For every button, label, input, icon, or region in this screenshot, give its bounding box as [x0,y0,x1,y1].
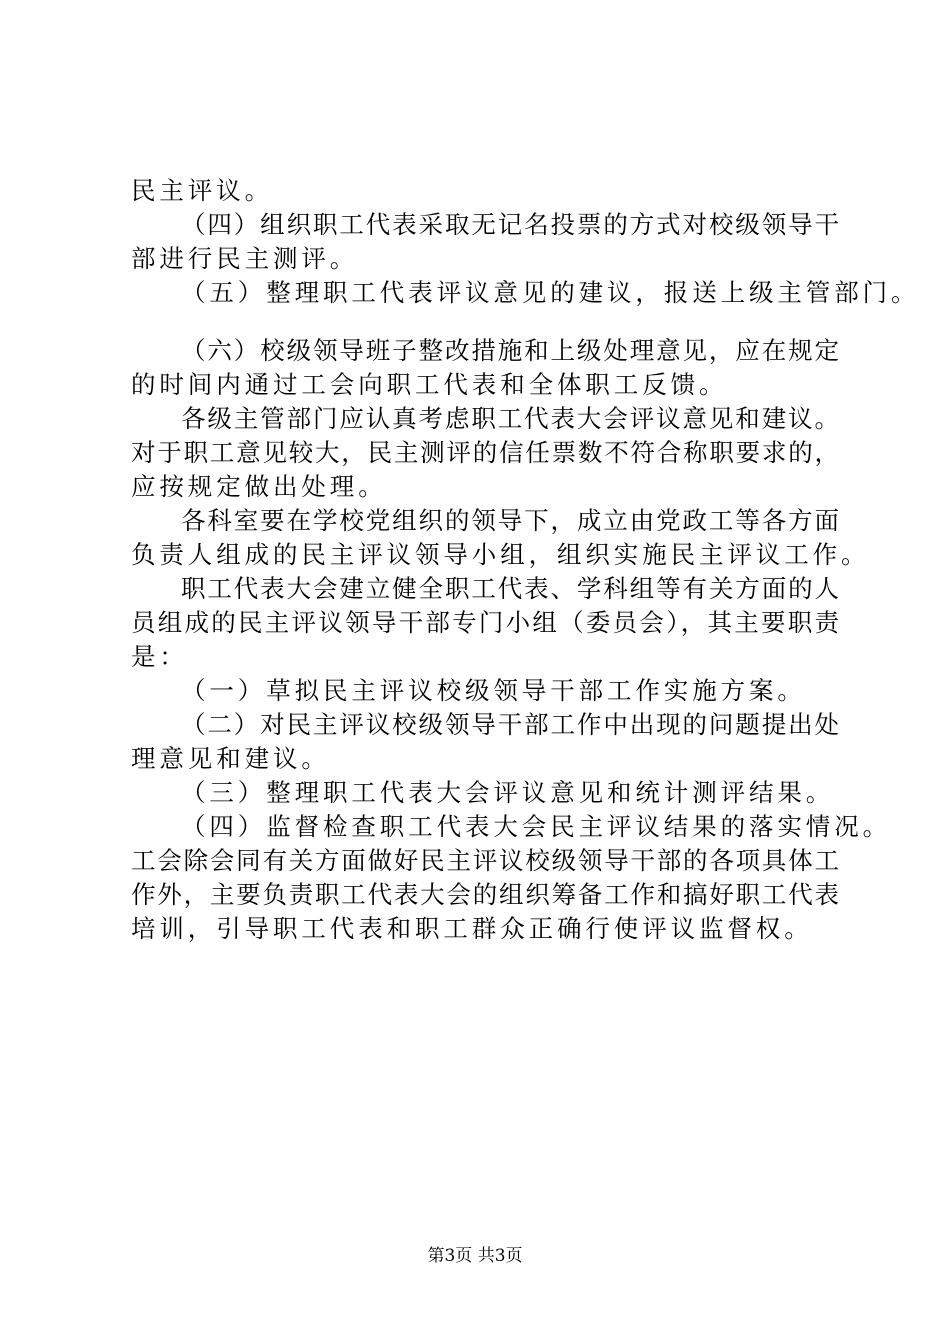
text-line: （六）校级领导班子整改措施和上级处理意见，应在规定 [181,336,839,365]
text-line: （三）整理职工代表大会评议意见和统计测评结果。 [181,778,835,807]
text-line: 是： [131,642,188,671]
paragraph-gap [131,310,839,334]
document-body [131,174,920,946]
text-line: 培训，引导职工代表和职工群众正确行使评议监督权。 [131,914,813,943]
text-line: （四）监督检查职工代表大会民主评议结果的落实情况。 [181,812,891,841]
page-number-footer: 第3页 共3页 [427,1246,523,1266]
text-line: 对于职工意见较大，民主测评的信任票数不符合称职要求的， [131,438,839,467]
text-line: 作外，主要负责职工代表大会的组织筹备工作和搞好职工代表 [131,880,839,909]
text-line: （二）对民主评议校级领导干部工作中出现的问题提出处 [181,710,839,739]
text-line: （一）草拟民主评议校级领导干部工作实施方案。 [181,676,806,705]
text-line: 员组成的民主评议领导干部专门小组（委员会），其主要职责 [131,608,839,637]
text-line: 各科室要在学校党组织的领导下，成立由党政工等各方面 [181,506,839,535]
text-line: 职工代表大会建立健全职工代表、学科组等有关方面的人 [181,574,839,603]
text-line: 负责人组成的民主评议领导小组，组织实施民主评议工作。 [131,540,870,569]
text-line: 工会除会同有关方面做好民主评议校级领导干部的各项具体工 [131,846,839,875]
text-line: （五）整理职工代表评议意见的建议，报送上级主管部门。 [181,278,920,307]
text-line: 的时间内通过工会向职工代表和全体职工反馈。 [131,370,728,399]
text-line: 各级主管部门应认真考虑职工代表大会评议意见和建议。 [181,404,839,433]
text-line: 民主评议。 [131,176,273,205]
text-line: 应按规定做出处理。 [131,472,387,501]
text-line: （四）组织职工代表采取无记名投票的方式对校级领导干 [181,210,839,239]
text-line: 部进行民主测评。 [131,244,359,273]
text-line: 理意见和建议。 [131,744,330,773]
